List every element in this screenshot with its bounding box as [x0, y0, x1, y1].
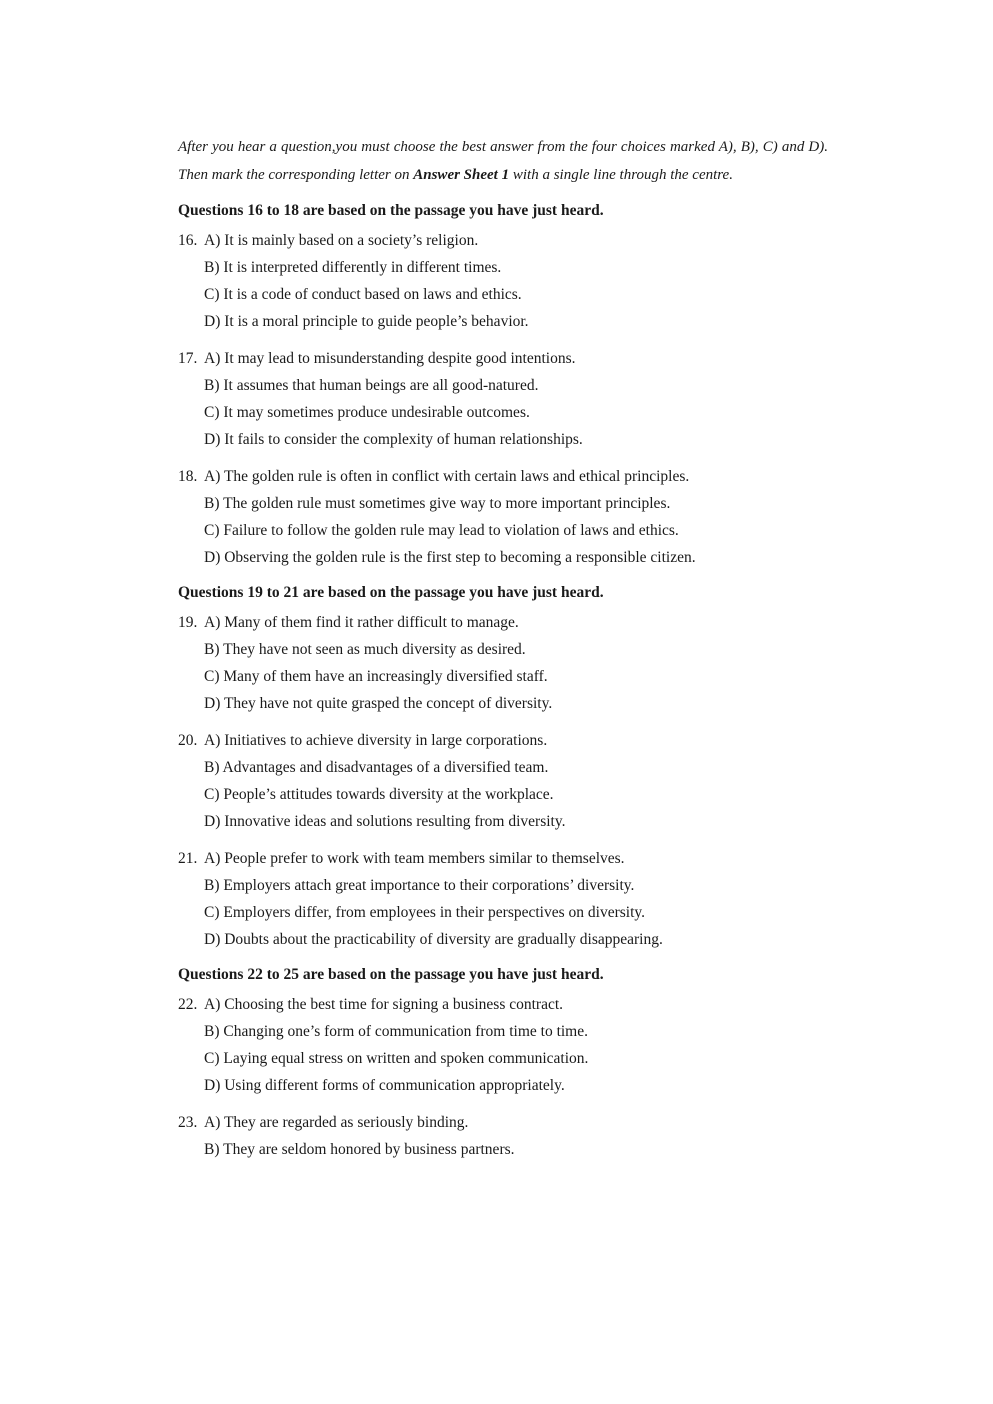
- option-text: A) Many of them find it rather difficult to manage.: [204, 614, 519, 631]
- answer-option: [178, 372, 828, 399]
- answer-option: [178, 754, 828, 781]
- option-text: D) Observing the golden rule is the first step to becoming a responsible citizen.: [204, 549, 696, 566]
- option-indent: [178, 690, 204, 717]
- option-indent: [178, 1072, 204, 1099]
- option-indent: [178, 544, 204, 571]
- option-indent: [178, 663, 204, 690]
- answer-option: [178, 345, 828, 372]
- question-sections: [178, 197, 828, 1163]
- option-indent: [178, 308, 204, 335]
- answer-option: [178, 636, 828, 663]
- question-number: 16.: [178, 232, 198, 249]
- option-indent: [178, 926, 204, 953]
- option-text: B) They are seldom honored by business partners.: [204, 1141, 515, 1158]
- option-text: B) They have not seen as much diversity as desired.: [204, 641, 526, 658]
- answer-option: [178, 991, 828, 1018]
- option-indent: [178, 808, 204, 835]
- section-heading: Questions 19 to 21 are based on the passage you have just heard.: [178, 584, 604, 601]
- answer-option: [178, 727, 828, 754]
- answer-option: [178, 517, 828, 544]
- answer-option: [178, 1136, 828, 1163]
- answer-sheet-label: Answer Sheet 1: [413, 167, 510, 183]
- option-text: A) It may lead to misunderstanding despite good intentions.: [204, 350, 576, 367]
- option-text: D) Innovative ideas and solutions resulting from diversity.: [204, 813, 566, 830]
- option-indent: [178, 517, 204, 544]
- answer-option: [178, 227, 828, 254]
- option-text: D) It is a moral principle to guide people’s behavior.: [204, 313, 529, 330]
- answer-option: [178, 399, 828, 426]
- answer-option: [178, 926, 828, 953]
- answer-option: [178, 899, 828, 926]
- option-text: C) People’s attitudes towards diversity at the workplace.: [204, 786, 554, 803]
- answer-option: [178, 1109, 828, 1136]
- answer-option: [178, 426, 828, 453]
- option-indent: [178, 1018, 204, 1045]
- option-indent: [178, 372, 204, 399]
- option-text: B) Changing one’s form of communication from time to time.: [204, 1023, 588, 1040]
- option-text: C) It may sometimes produce undesirable outcomes.: [204, 404, 530, 421]
- section-heading: Questions 16 to 18 are based on the passage you have just heard.: [178, 202, 604, 219]
- question-number: 22.: [178, 996, 198, 1013]
- option-text: D) It fails to consider the complexity of human relationships.: [204, 431, 583, 448]
- answer-option: [178, 254, 828, 281]
- option-text: A) People prefer to work with team members similar to themselves.: [204, 850, 625, 867]
- option-indent: [178, 781, 204, 808]
- option-text: A) They are regarded as seriously binding.: [204, 1114, 469, 1131]
- question-number: 17.: [178, 350, 198, 367]
- option-indent: [178, 254, 204, 281]
- question-item: [178, 609, 828, 717]
- answer-option: [178, 690, 828, 717]
- exam-page: [178, 133, 828, 1169]
- instructions-text-1: After you hear a question,you must choose the best answer from the four choices marked A), B), C) and D). Then mark the corresponding letter on: [178, 139, 828, 183]
- instructions-paragraph: [178, 133, 828, 189]
- option-text: B) Advantages and disadvantages of a diversified team.: [204, 759, 549, 776]
- option-indent: [178, 1136, 204, 1163]
- option-text: A) Initiatives to achieve diversity in large corporations.: [204, 732, 548, 749]
- answer-option: [178, 872, 828, 899]
- option-text: C) Failure to follow the golden rule may lead to violation of laws and ethics.: [204, 522, 679, 539]
- question-item: [178, 991, 828, 1099]
- question-item: [178, 227, 828, 335]
- option-indent: [178, 899, 204, 926]
- question-item: [178, 463, 828, 571]
- question-item: [178, 845, 828, 953]
- answer-option: [178, 1072, 828, 1099]
- question-item: [178, 345, 828, 453]
- option-text: A) Choosing the best time for signing a business contract.: [204, 996, 564, 1013]
- option-indent: [178, 426, 204, 453]
- option-text: D) They have not quite grasped the concept of diversity.: [204, 695, 553, 712]
- option-text: D) Doubts about the practicability of diversity are gradually disappearing.: [204, 931, 663, 948]
- question-item: [178, 727, 828, 835]
- option-indent: [178, 490, 204, 517]
- option-text: A) The golden rule is often in conflict with certain laws and ethical principles.: [204, 468, 690, 485]
- question-number: 18.: [178, 468, 198, 485]
- answer-option: [178, 781, 828, 808]
- answer-option: [178, 609, 828, 636]
- answer-option: [178, 490, 828, 517]
- question-number: 21.: [178, 850, 198, 867]
- answer-option: [178, 1045, 828, 1072]
- option-text: B) It assumes that human beings are all good-natured.: [204, 377, 539, 394]
- question-item: [178, 1109, 828, 1163]
- answer-option: [178, 463, 828, 490]
- answer-option: [178, 308, 828, 335]
- answer-option: [178, 1018, 828, 1045]
- option-indent: [178, 754, 204, 781]
- option-indent: [178, 872, 204, 899]
- question-number: 19.: [178, 614, 198, 631]
- option-text: B) The golden rule must sometimes give way to more important principles.: [204, 495, 671, 512]
- option-text: C) Many of them have an increasingly diversified staff.: [204, 668, 548, 685]
- option-indent: [178, 1045, 204, 1072]
- option-text: B) Employers attach great importance to their corporations’ diversity.: [204, 877, 635, 894]
- question-number: 20.: [178, 732, 198, 749]
- instructions-text-2: with a single line through the centre.: [509, 167, 733, 183]
- option-text: A) It is mainly based on a society’s religion.: [204, 232, 479, 249]
- question-number: 23.: [178, 1114, 198, 1131]
- option-text: C) Employers differ, from employees in their perspectives on diversity.: [204, 904, 646, 921]
- option-text: B) It is interpreted differently in different times.: [204, 259, 502, 276]
- option-indent: [178, 399, 204, 426]
- option-indent: [178, 636, 204, 663]
- answer-option: [178, 845, 828, 872]
- answer-option: [178, 808, 828, 835]
- answer-option: [178, 281, 828, 308]
- option-text: C) It is a code of conduct based on laws and ethics.: [204, 286, 522, 303]
- answer-option: [178, 544, 828, 571]
- option-text: C) Laying equal stress on written and spoken communication.: [204, 1050, 589, 1067]
- answer-option: [178, 663, 828, 690]
- option-text: D) Using different forms of communication appropriately.: [204, 1077, 565, 1094]
- section-heading: Questions 22 to 25 are based on the passage you have just heard.: [178, 966, 604, 983]
- option-indent: [178, 281, 204, 308]
